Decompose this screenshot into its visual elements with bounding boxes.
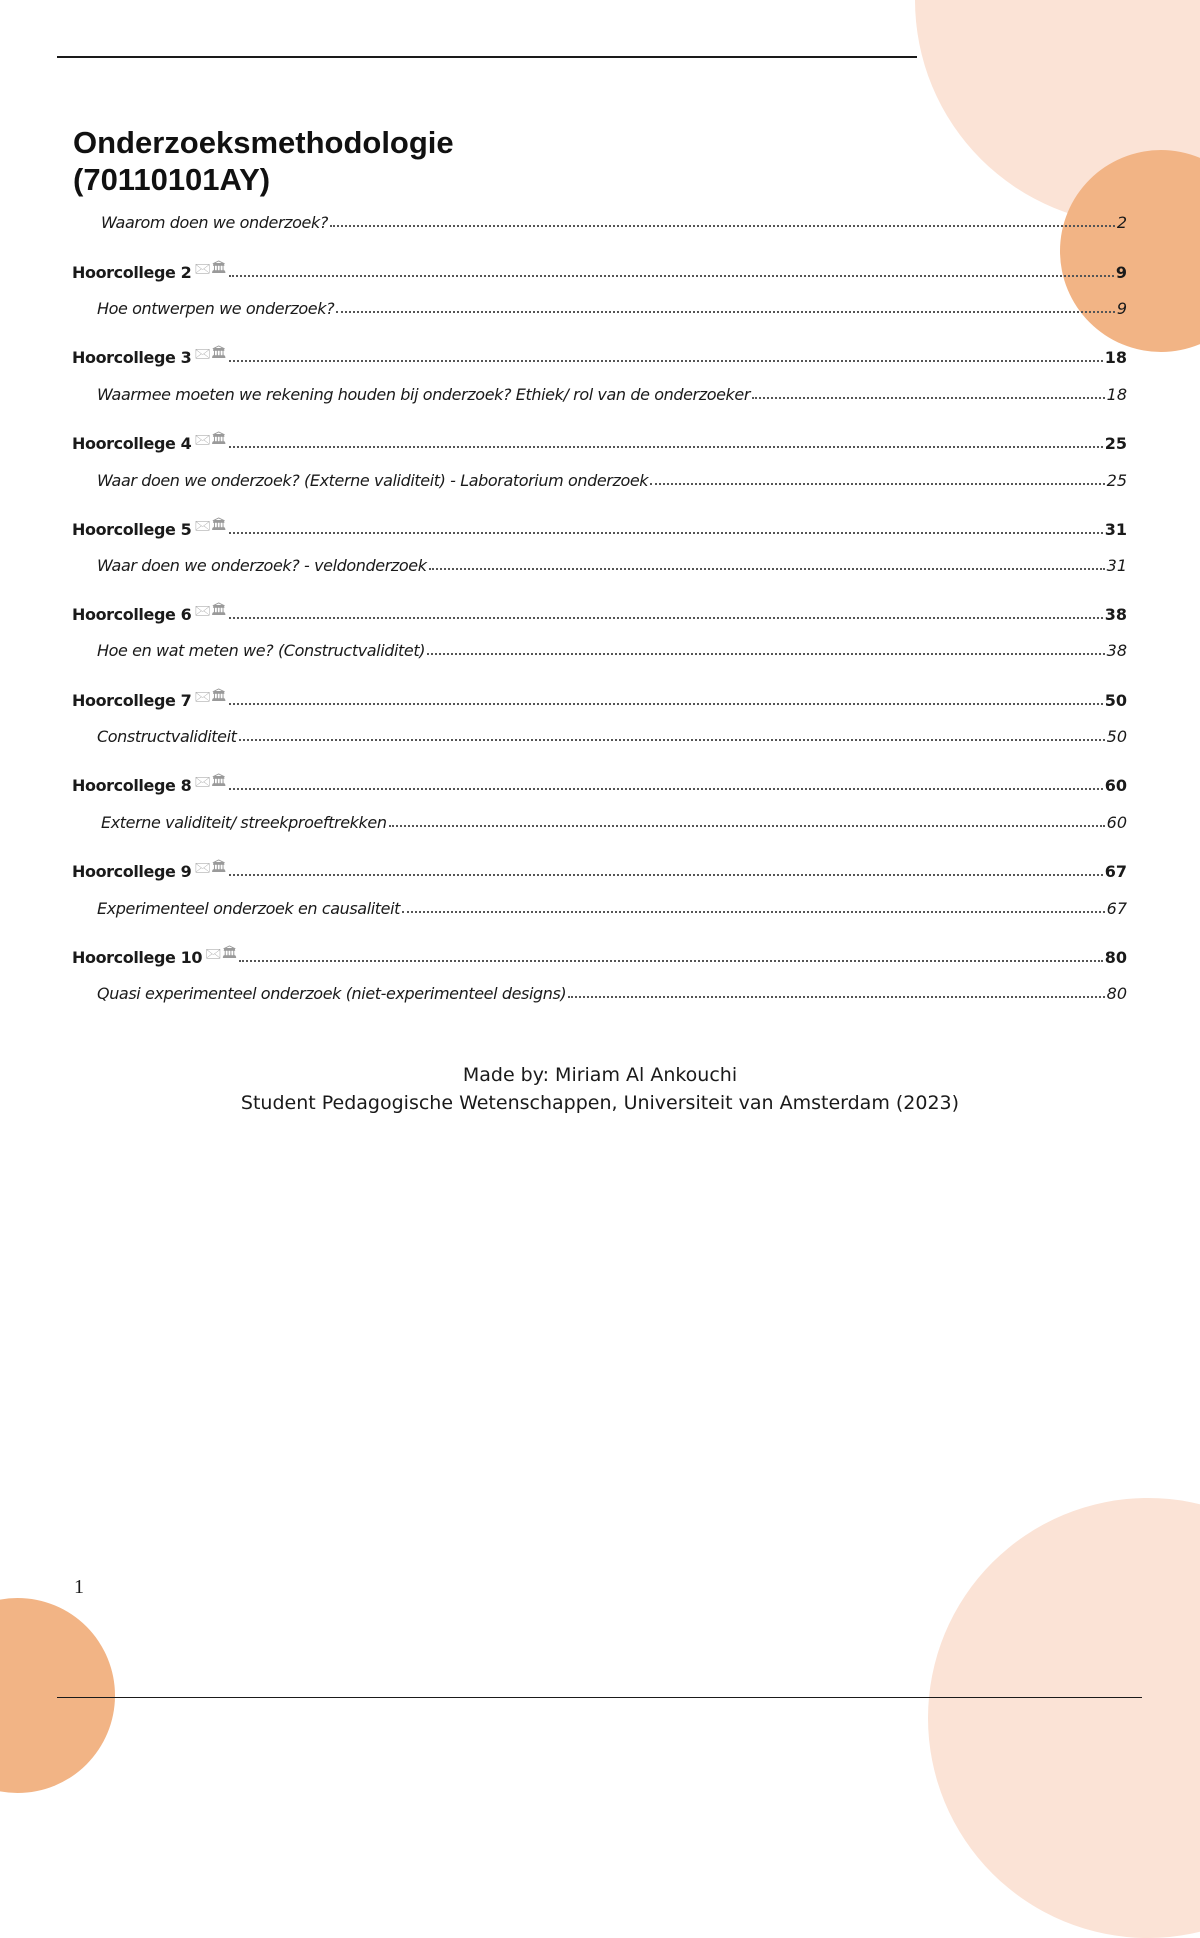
header-rule (57, 56, 917, 58)
toc-entry-page: 9 (1116, 299, 1127, 318)
toc-dot-leader (229, 788, 1103, 790)
toc-entry-label: Hoorcollege 4 (72, 434, 192, 453)
toc-entry-page: 60 (1104, 776, 1127, 795)
toc-entry-icons: 🖂🏛 (194, 518, 227, 534)
toc-dot-leader (239, 739, 1105, 741)
toc-entry-label: Experimenteel onderzoek en causaliteit (97, 899, 401, 918)
toc-entry-page: 67 (1104, 862, 1127, 881)
toc-entry-page: 25 (1106, 471, 1127, 490)
toc-dot-leader (402, 911, 1105, 913)
toc-dot-leader (229, 703, 1103, 705)
toc-dot-leader (330, 225, 1115, 227)
toc-entry-section[interactable] (72, 294, 1127, 318)
toc-entry-section[interactable] (72, 808, 1127, 832)
toc-entry-page: 67 (1106, 899, 1127, 918)
toc-entry-chapter[interactable] (72, 429, 1127, 453)
toc-entry-page: 9 (1115, 263, 1127, 282)
toc-entry-label: Waar doen we onderzoek? - veldonderzoek (97, 556, 427, 575)
author-credit: Made by: Miriam Al Ankouchi (462, 1064, 738, 1086)
toc-dot-leader (229, 446, 1103, 448)
toc-entry-page: 2 (1116, 213, 1127, 232)
page-number: 1 (74, 1576, 84, 1598)
toc-entry-icons: 🖂🏛 (194, 860, 227, 876)
toc-entry-label: Waarmee moeten we rekening houden bij onderzoek? Ethiek/ rol van de onderzoeker (97, 385, 751, 404)
toc-entry-section[interactable] (72, 979, 1127, 1003)
author-affiliation: Student Pedagogische Wetenschappen, Universiteit van Amsterdam (2023) (240, 1092, 960, 1114)
toc-entry-icons: 🖂🏛 (205, 946, 238, 962)
toc-entry-chapter[interactable] (72, 258, 1127, 282)
toc-entry-label: Hoorcollege 2 (72, 263, 192, 282)
toc-entry-label: Hoorcollege 7 (72, 691, 192, 710)
toc-entry-page: 25 (1104, 434, 1127, 453)
toc-dot-leader (336, 311, 1115, 313)
toc-entry-label: Waar doen we onderzoek? (Externe validiteit) - Laboratorium onderzoek (97, 471, 649, 490)
toc-entry-page: 18 (1104, 348, 1127, 367)
toc-dot-leader (229, 532, 1103, 534)
toc-entry-label: Constructvaliditeit (97, 727, 237, 746)
toc-entry-section[interactable] (72, 551, 1127, 575)
toc-entry-section[interactable] (72, 722, 1127, 746)
toc-dot-leader (229, 360, 1103, 362)
toc-entry-icons: 🖂🏛 (194, 261, 227, 277)
toc-dot-leader (427, 653, 1105, 655)
toc-entry-label: Hoorcollege 3 (72, 348, 192, 367)
toc-entry-label: Hoorcollege 10 (72, 948, 203, 967)
toc-entry-section[interactable] (72, 466, 1127, 490)
toc-entry-label: Quasi experimenteel onderzoek (niet-experimenteel designs) (97, 984, 567, 1003)
toc-entry-chapter[interactable] (72, 515, 1127, 539)
toc-dot-leader (239, 960, 1102, 962)
toc-entry-chapter[interactable] (72, 857, 1127, 881)
toc-entry-page: 38 (1106, 641, 1127, 660)
toc-entry-page: 50 (1106, 727, 1127, 746)
toc-dot-leader (389, 825, 1105, 827)
toc-entry-label: Hoorcollege 8 (72, 776, 192, 795)
toc-entry-chapter[interactable] (72, 600, 1127, 624)
decorative-circle-bottom-right (928, 1498, 1200, 1938)
toc-dot-leader (229, 874, 1103, 876)
toc-entry-icons: 🖂🏛 (194, 603, 227, 619)
toc-entry-label: Hoorcollege 6 (72, 605, 192, 624)
toc-dot-leader (568, 996, 1104, 998)
title-line-1: Onderzoeksmethodologie (73, 125, 454, 160)
toc-entry-section[interactable] (72, 380, 1127, 404)
toc-dot-leader (752, 397, 1105, 399)
decorative-circle-bottom-left (0, 1598, 115, 1793)
title-line-2: (70110101AY) (73, 162, 271, 197)
toc-entry-section[interactable] (72, 208, 1127, 232)
toc-entry-page: 31 (1104, 520, 1127, 539)
toc-entry-page: 38 (1104, 605, 1127, 624)
toc-entry-chapter[interactable] (72, 343, 1127, 367)
toc-entry-label: Waarom doen we onderzoek? (101, 213, 328, 232)
toc-entry-icons: 🖂🏛 (194, 346, 227, 362)
toc-entry-icons: 🖂🏛 (194, 432, 227, 448)
toc-entry-chapter[interactable] (72, 771, 1127, 795)
toc-entry-page: 60 (1106, 813, 1127, 832)
toc-entry-label: Hoorcollege 9 (72, 862, 192, 881)
toc-entry-label: Hoorcollege 5 (72, 520, 192, 539)
footer-rule (57, 1697, 1142, 1698)
toc-entry-page: 18 (1106, 385, 1127, 404)
toc-entry-section[interactable] (72, 894, 1127, 918)
toc-entry-label: Hoe ontwerpen we onderzoek? (97, 299, 335, 318)
toc-dot-leader (650, 483, 1104, 485)
toc-entry-label: Externe validiteit/ streekproeftrekken (101, 813, 387, 832)
toc-entry-page: 80 (1106, 984, 1127, 1003)
toc-entry-section[interactable] (72, 636, 1127, 660)
toc-entry-page: 80 (1104, 948, 1127, 967)
toc-entry-icons: 🖂🏛 (194, 774, 227, 790)
page-title (73, 124, 454, 198)
toc-dot-leader (429, 568, 1105, 570)
toc-entry-chapter[interactable] (72, 943, 1127, 967)
toc-entry-icons: 🖂🏛 (194, 689, 227, 705)
toc-entry-page: 50 (1104, 691, 1127, 710)
toc-entry-page: 31 (1106, 556, 1127, 575)
toc-entry-chapter[interactable] (72, 686, 1127, 710)
toc-dot-leader (229, 617, 1103, 619)
toc-dot-leader (229, 275, 1114, 277)
toc-entry-label: Hoe en wat meten we? (Constructvaliditet) (97, 641, 426, 660)
